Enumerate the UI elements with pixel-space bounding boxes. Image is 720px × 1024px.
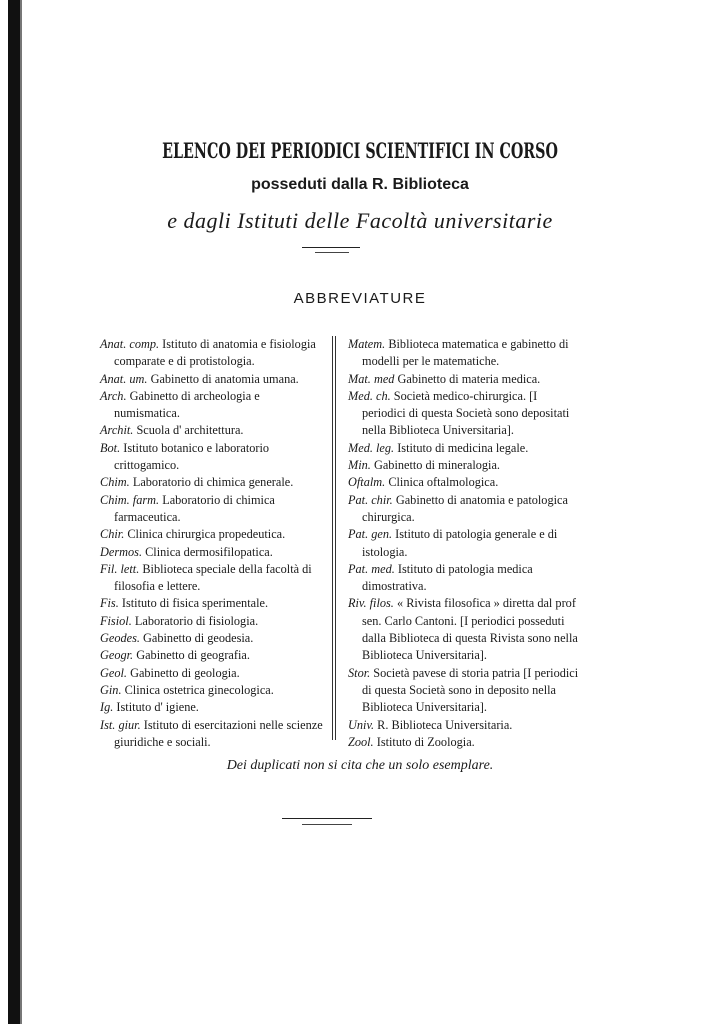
abbreviation-term: Ig. [100, 700, 114, 715]
footer-note: Dei duplicati non si cita che un solo esemplare. [226, 758, 494, 773]
abbreviation-term: Ist. giur. [100, 717, 141, 732]
abbreviation-term: Pat. gen. [348, 527, 393, 542]
abbreviation-definition: Gabinetto di geologia. [130, 665, 240, 680]
abbreviation-entry [100, 544, 328, 561]
abbreviation-definition: Società medico-chirurgica. [I periodici di questa Società sono depositati nella Biblioteca Universitaria]. [362, 388, 570, 438]
abbreviation-definition: Gabinetto di anatomia e patologica chirurgica. [362, 492, 568, 524]
abbreviation-term: Univ. [348, 717, 375, 732]
abbreviation-definition: Istituto di Zoologia. [376, 734, 475, 749]
abbreviation-term: Fis. [100, 596, 119, 611]
abbreviation-term: Geodes. [100, 631, 140, 646]
abbreviation-definition: Istituto d' igiene. [116, 700, 199, 715]
abbreviation-term: Gin. [100, 682, 122, 697]
abbreviation-entry [100, 647, 328, 664]
abbreviations-left-column [100, 336, 328, 751]
abbreviation-definition: Laboratorio di chimica generale. [132, 475, 294, 490]
abbreviation-term: Zool. [348, 734, 374, 749]
page-title: ELENCO DEI PERIODICI SCIENTIFICI IN CORSO [162, 138, 558, 163]
abbreviation-term: Arch. [100, 388, 127, 403]
page-subtitle: posseduti dalla R. Biblioteca [251, 176, 469, 193]
abbreviation-entry [348, 440, 580, 457]
abbreviation-definition: Istituto di fisica sperimentale. [121, 596, 269, 611]
abbreviation-definition: Scuola d' architettura. [136, 423, 244, 438]
abbreviation-term: Archit. [100, 423, 134, 438]
book-spine-shadow [8, 0, 20, 1024]
abbreviation-term: Pat. med. [348, 561, 395, 576]
footer-rule-short [302, 824, 352, 825]
abbreviation-term: Chir. [100, 527, 125, 542]
abbreviation-term: Min. [348, 458, 371, 473]
abbreviation-term: Fil. lett. [100, 561, 140, 576]
abbreviation-entry [348, 457, 580, 474]
abbreviation-entry [348, 474, 580, 491]
abbreviation-term: Chim. farm. [100, 492, 160, 507]
abbreviation-term: Anat. comp. [100, 337, 160, 351]
abbreviation-entry [100, 526, 328, 543]
abbreviation-entry [100, 613, 328, 630]
book-spine-edge [20, 0, 22, 1024]
abbreviation-entry [100, 717, 328, 752]
abbreviation-definition: Laboratorio di fisiologia. [134, 613, 259, 628]
abbreviation-term: Med. ch. [348, 388, 391, 403]
abbreviation-term: Med. leg. [348, 440, 395, 455]
abbreviation-definition: Clinica chirurgica propedeutica. [127, 527, 286, 542]
column-divider [332, 336, 334, 740]
abbreviation-definition: Gabinetto di anatomia umana. [150, 371, 299, 386]
abbreviation-entry [100, 682, 328, 699]
abbreviation-term: Anat. um. [100, 371, 148, 386]
abbreviation-entry [100, 422, 328, 439]
abbreviation-entry [100, 595, 328, 612]
abbreviation-entry [348, 526, 580, 561]
page-subtitle-italic: e dagli Istituti delle Facoltà universitarie [167, 208, 553, 233]
abbreviations-right-column [348, 336, 580, 751]
abbreviation-definition: Laboratorio di chimica farmaceutica. [114, 492, 275, 524]
abbreviation-term: Pat. chir. [348, 492, 393, 507]
abbreviation-definition: Gabinetto di mineralogia. [373, 458, 500, 473]
abbreviation-definition: Istituto di patologia medica dimostrativa. [362, 561, 533, 594]
abbreviation-entry [348, 595, 580, 664]
abbreviation-definition: Società pavese di storia patria [I periodici di questa Società sono in deposito nella Biblioteca Universitaria]. [362, 665, 579, 715]
abbreviation-entry [100, 492, 328, 527]
abbreviation-entry [100, 388, 328, 423]
abbreviation-term: Stor. [348, 665, 371, 680]
abbreviation-term: Geol. [100, 665, 127, 680]
abbreviation-entry [100, 630, 328, 647]
abbreviation-entry [348, 717, 580, 734]
abbreviation-entry [100, 336, 328, 371]
abbreviation-term: Dermos. [100, 544, 143, 559]
title-rule [302, 247, 360, 248]
abbreviation-definition: Gabinetto di materia medica. [397, 371, 541, 386]
abbreviation-entry [348, 561, 580, 596]
abbreviation-definition: Gabinetto di geodesia. [143, 631, 254, 646]
abbreviation-definition: Istituto di patologia generale e di istologia. [362, 527, 558, 559]
abbreviation-definition: Gabinetto di geografia. [136, 648, 250, 663]
abbreviation-definition: Istituto di anatomia e fisiologia comparate e di protistologia. [114, 337, 316, 369]
abbreviation-entry [348, 371, 580, 388]
abbreviation-term: Mat. med [348, 371, 395, 386]
footer-rule [282, 818, 372, 819]
abbreviation-entry [100, 665, 328, 682]
abbreviation-definition: Gabinetto di archeologia e numismatica. [114, 388, 260, 421]
abbreviation-term: Riv. filos. [348, 596, 394, 611]
abbreviation-entry [100, 561, 328, 596]
abbreviation-entry [348, 336, 580, 371]
abbreviation-term: Oftalm. [348, 475, 386, 490]
abbreviation-term: Geogr. [100, 648, 134, 663]
abbreviation-entry [100, 474, 328, 491]
abbreviation-entry [348, 388, 580, 440]
abbreviation-entry [100, 440, 328, 475]
abbreviation-definition: « Rivista filosofica » diretta dal prof sen. Carlo Cantoni. [I periodici posseduti dalla Biblioteca di questa Rivista sono nella Biblioteca Universitaria]. [362, 596, 578, 663]
abbreviation-term: Chim. [100, 475, 130, 490]
document-page [30, 0, 720, 1024]
abbreviation-entry [348, 492, 580, 527]
abbreviation-term: Matem. [348, 337, 386, 351]
abbreviation-definition: Istituto di medicina legale. [397, 440, 529, 455]
abbreviation-entry [100, 699, 328, 716]
abbreviation-definition: Clinica oftalmologica. [388, 475, 499, 490]
abbreviation-entry [348, 734, 580, 751]
abbreviation-definition: Biblioteca matematica e gabinetto di modelli per le matematiche. [362, 337, 569, 369]
abbreviation-definition: Biblioteca speciale della facoltà di filosofia e lettere. [114, 561, 312, 594]
abbreviation-entry [348, 665, 580, 717]
abbreviation-definition: Clinica dermosifilopatica. [145, 544, 273, 559]
abbreviation-term: Fisiol. [100, 613, 132, 628]
section-heading: ABBREVIATURE [293, 290, 427, 307]
abbreviation-term: Bot. [100, 440, 121, 455]
abbreviation-definition: Istituto botanico e laboratorio crittogamico. [114, 440, 270, 473]
abbreviation-definition: Istituto di esercitazioni nelle scienze giuridiche e sociali. [114, 717, 323, 749]
abbreviation-definition: R. Biblioteca Universitaria. [377, 717, 513, 732]
abbreviation-entry [100, 371, 328, 388]
abbreviation-definition: Clinica ostetrica ginecologica. [124, 682, 274, 697]
column-divider-second [335, 336, 337, 740]
title-rule-short [315, 252, 349, 253]
